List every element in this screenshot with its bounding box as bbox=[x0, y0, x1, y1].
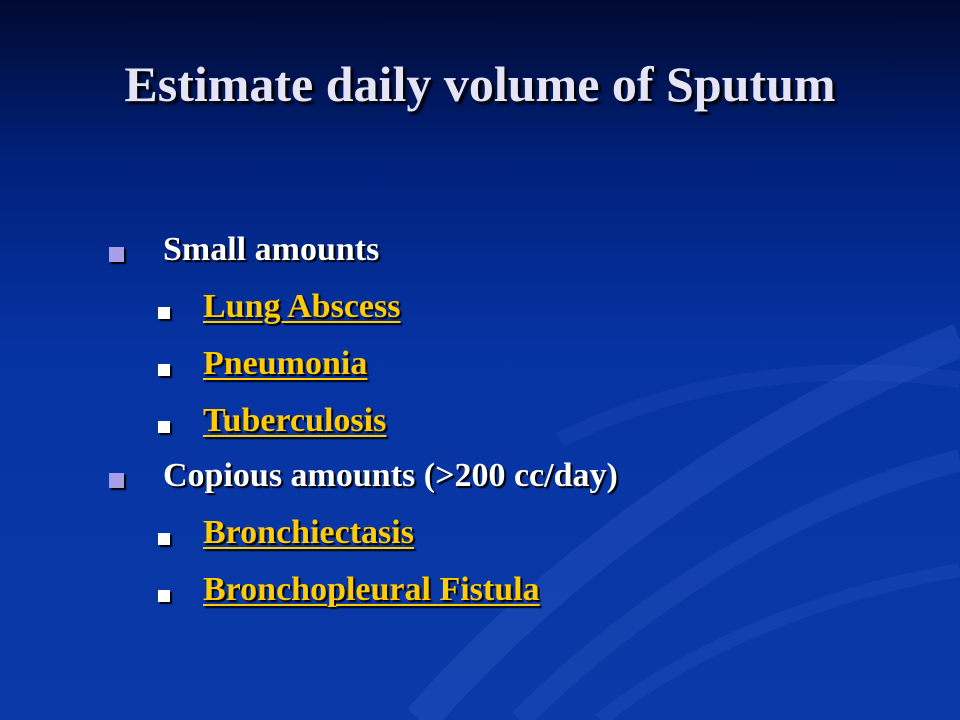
sub-bullet-lung-abscess bbox=[203, 288, 400, 326]
bullet-square-icon bbox=[109, 247, 124, 262]
sub-bullet-square-icon bbox=[158, 533, 170, 545]
bullet-copious-amounts: Copious amounts (>200 cc/day) bbox=[163, 457, 618, 494]
link-pneumonia[interactable]: Pneumonia bbox=[203, 345, 368, 382]
sub-bullet-bronchopleural-fistula bbox=[203, 571, 540, 609]
link-bronchopleural-fistula[interactable]: Bronchopleural Fistula bbox=[203, 571, 540, 608]
sub-bullet-square-icon bbox=[158, 364, 170, 376]
sub-bullet-square-icon bbox=[158, 421, 170, 433]
sub-bullet-tuberculosis bbox=[203, 402, 386, 440]
sub-bullet-bronchiectasis bbox=[203, 514, 414, 552]
link-lung-abscess[interactable]: Lung Abscess bbox=[203, 288, 401, 325]
bullet-square-icon bbox=[109, 473, 124, 488]
sub-bullet-square-icon bbox=[158, 590, 170, 602]
slide-title: Estimate daily volume of Sputum bbox=[124, 56, 836, 112]
link-tuberculosis[interactable]: Tuberculosis bbox=[203, 402, 387, 439]
link-bronchiectasis[interactable]: Bronchiectasis bbox=[203, 514, 414, 551]
bullet-small-amounts: Small amounts bbox=[163, 231, 380, 268]
sub-bullet-square-icon bbox=[158, 307, 170, 319]
sub-bullet-pneumonia bbox=[203, 345, 367, 383]
